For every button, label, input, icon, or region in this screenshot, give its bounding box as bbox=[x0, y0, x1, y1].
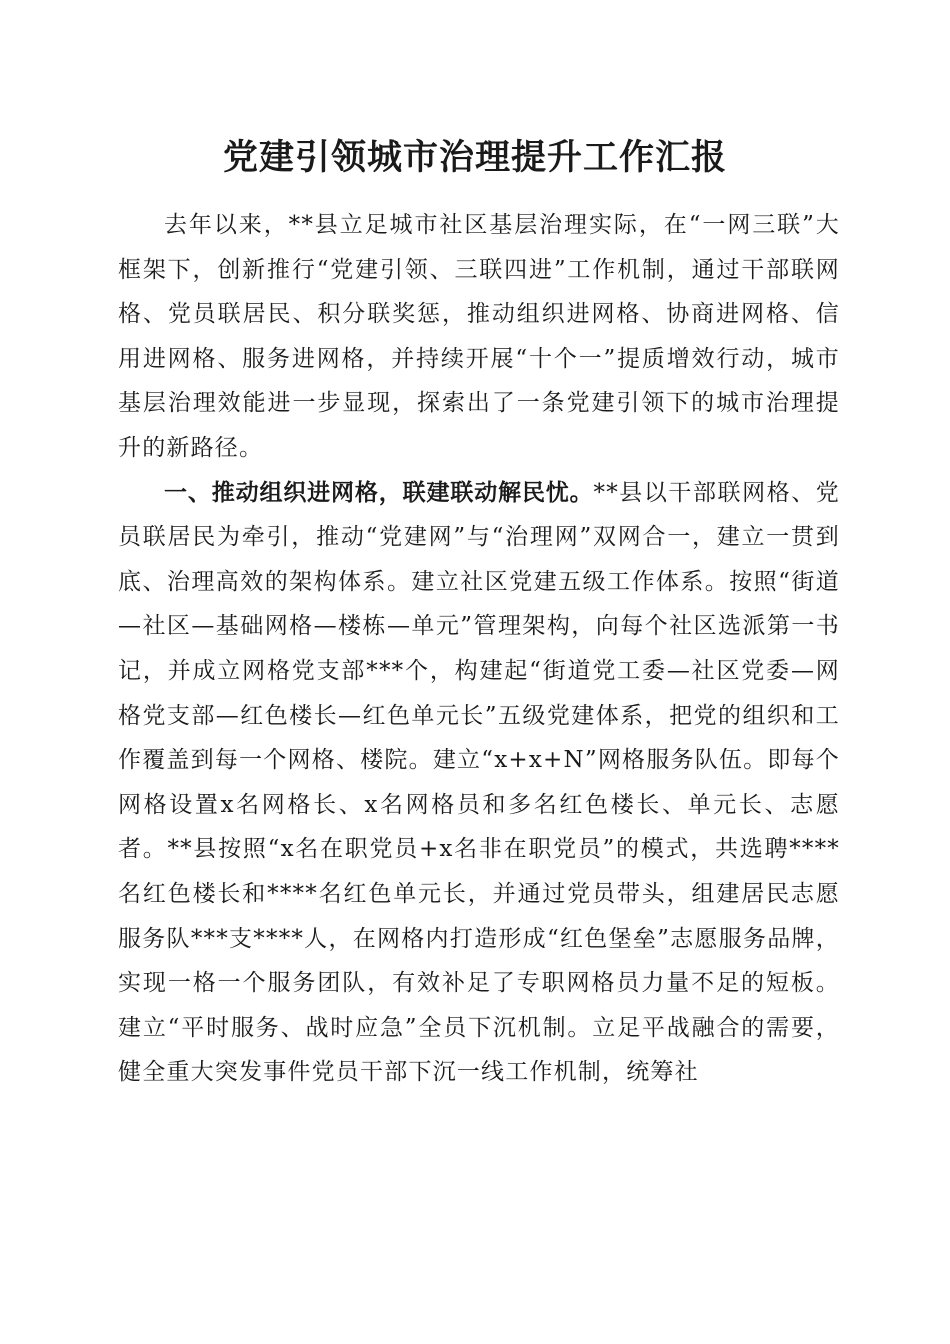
intro-paragraph bbox=[118, 203, 840, 471]
intro-paragraph-text: 去年以来，**县立足城市社区基层治理实际，在“一网三联”大框架下，创新推行“党建引领、三联四进”工作机制，通过干部联网格、党员联居民、积分联奖惩，推动组织进网格、协商进网格、信用进网格、服务进网格，并持续开展“十个一”提质增效行动，城市基层治理效能进一步显现，探索出了一条党建引领下的城市治理提升的新路径。 bbox=[118, 212, 840, 461]
section-one-text: **县以干部联网格、党员联居民为牵引，推动“党建网”与“治理网”双网合一，建立一贯到底、治理高效的架构体系。建立社区党建五级工作体系。按照“街道—社区—基础网格—楼栋—单元”管理架构，向每个社区选派第一书记，并成立网格党支部***个，构建起“街道党工委—社区党委—网格党支部—红色楼长—红色单元长”五级党建体系，把党的组织和工作覆盖到每一个网格、楼院。建立“x+x+N”网格服务队伍。即每个网格设置x名网格长、x名网格员和多名红色楼长、单元长、志愿者。**县按照“x名在职党员+x名非在职党员”的模式，共选聘****名红色楼长和****名红色单元长，并通过党员带头，组建居民志愿服务队***支****人，在网格内打造形成“红色堡垒”志愿服务品牌，实现一格一个服务团队，有效补足了专职网格员力量不足的短板。建立“平时服务、战时应急”全员下沉机制。立足平战融合的需要，健全重大突发事件党员干部下沉一线工作机制，统筹社 bbox=[118, 479, 840, 1086]
document-body bbox=[118, 203, 840, 1095]
section-one-heading: 一、推动组织进网格，联建联动解民忧。 bbox=[164, 479, 594, 506]
section-one-paragraph bbox=[118, 471, 840, 1095]
document-title: 党建引领城市治理提升工作汇报 bbox=[222, 137, 727, 178]
